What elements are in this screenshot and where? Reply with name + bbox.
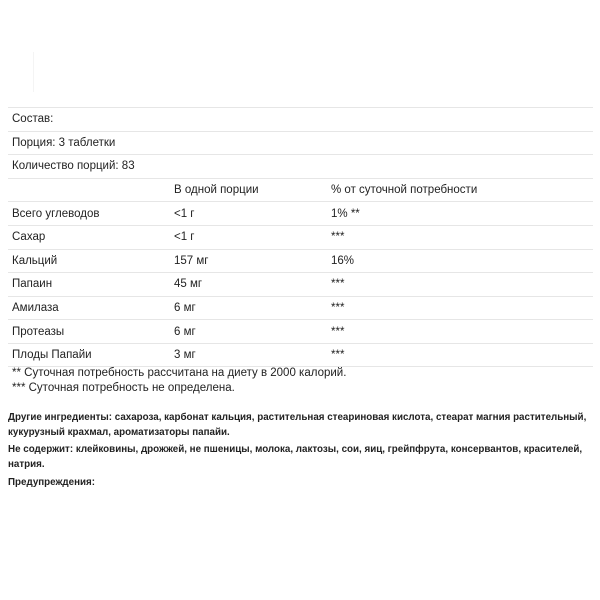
footnote-not-established: *** Суточная потребность не определена. xyxy=(12,382,235,394)
table-row xyxy=(8,225,593,249)
nutrient-name: Амилаза xyxy=(12,302,59,315)
warnings-heading: Предупреждения: xyxy=(8,477,96,488)
footnotes xyxy=(12,366,346,396)
table-row xyxy=(8,296,593,320)
table-row xyxy=(8,343,593,367)
nutrient-dv: 1% ** xyxy=(331,207,360,220)
nutrient-dv: *** xyxy=(331,278,345,291)
header-per-serving: В одной порции xyxy=(174,184,259,197)
table-header-row xyxy=(8,178,593,202)
nutrient-dv: *** xyxy=(331,325,345,338)
other-ingredients: Другие ингредиенты: сахароза, карбонат кальция, растительная стеариновая кислота, стеарат магния растительный, кукурузный крахмал, ароматизаторы папайи. xyxy=(8,412,587,438)
nutrient-name: Плоды Папайи xyxy=(12,348,92,361)
nutrient-amount: <1 г xyxy=(174,231,195,244)
nutrient-name: Всего углеводов xyxy=(12,207,100,220)
table-row xyxy=(8,272,593,296)
servings-count-row xyxy=(8,154,593,178)
table-row xyxy=(8,249,593,273)
nutrient-name: Сахар xyxy=(12,231,46,244)
nutrient-dv: *** xyxy=(331,302,345,315)
nutrient-name: Кальций xyxy=(12,254,58,267)
facts-title: Состав: xyxy=(12,113,54,126)
does-not-contain: Не содержит: клейковины, дрожжей, не пшеницы, молока, лактозы, сои, яиц, грейпфрута, консервантов, красителей, натрия. xyxy=(8,444,583,470)
serving-size: Порция: 3 таблетки xyxy=(12,136,116,149)
nutrient-dv: *** xyxy=(331,348,345,361)
nutrient-name: Протеазы xyxy=(12,325,65,338)
nutrient-amount: <1 г xyxy=(174,207,195,220)
servings-count: Количество порций: 83 xyxy=(12,160,135,173)
header-daily-value: % от суточной потребности xyxy=(331,184,478,197)
facts-title-row xyxy=(8,107,593,131)
nutrient-amount: 6 мг xyxy=(174,302,196,315)
nutrient-amount: 45 мг xyxy=(174,278,203,291)
divider xyxy=(33,52,34,92)
footnote-daily-value: ** Суточная потребность рассчитана на диету в 2000 калорий. xyxy=(12,367,347,379)
table-row xyxy=(8,201,593,225)
table-row xyxy=(8,319,593,343)
nutrient-amount: 6 мг xyxy=(174,325,196,338)
nutrient-amount: 157 мг xyxy=(174,254,209,267)
nutrient-dv: *** xyxy=(331,231,345,244)
nutrient-dv: 16% xyxy=(331,254,355,267)
supplement-facts-table xyxy=(8,107,593,367)
nutrient-name: Папаин xyxy=(12,278,53,291)
serving-size-row xyxy=(8,131,593,155)
nutrient-amount: 3 мг xyxy=(174,348,196,361)
